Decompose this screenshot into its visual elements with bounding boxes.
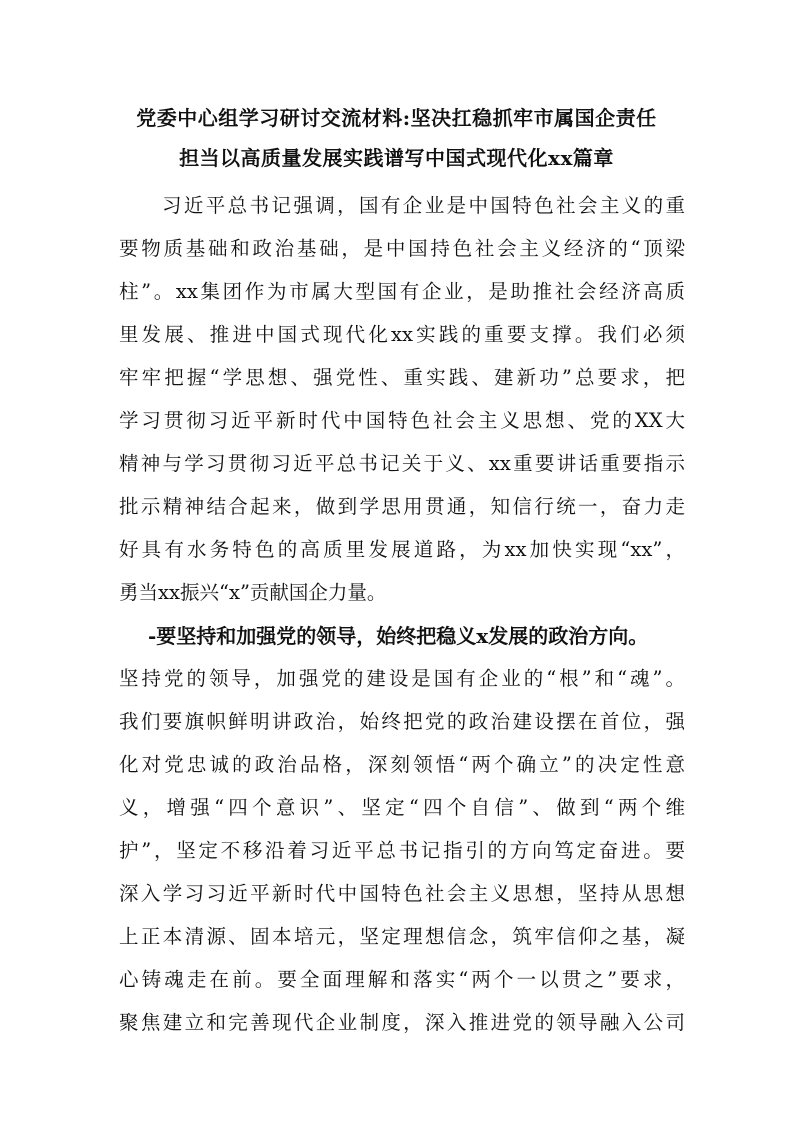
paragraph-2-line: 护”，坚定不移沿着习近平总书记指引的方向笃定奋进。要 <box>119 839 685 862</box>
paragraph-2-line: 我们要旗帜鲜明讲政治，始终把党的政治建设摆在首位，强 <box>119 710 685 733</box>
paragraph-1-line: 牢牢把握“学思想、强党性、重实践、建新功”总要求，把 <box>119 366 685 389</box>
paragraph-1-line: 精神与学习贯彻习近平总书记关于义、xx重要讲话重要指示 <box>119 452 685 475</box>
paragraph-2-line: 化对党忠诚的政治品格，深刻领悟“两个确立”的决定性意 <box>119 753 685 776</box>
paragraph-2-line: 聚焦建立和完善现代企业制度，深入推进党的领导融入公司 <box>119 1011 685 1034</box>
paragraph-1-line: 批示精神结合起来，做到学思用贯通，知信行统一，奋力走 <box>119 495 685 518</box>
paragraph-1-line: 学习贯彻习近平新时代中国特色社会主义思想、党的XX大 <box>119 409 685 432</box>
paragraph-2-line: 深入学习习近平新时代中国特色社会主义思想，坚持从思想 <box>119 882 685 905</box>
paragraph-1-line: 勇当xx振兴“x”贡献国企力量。 <box>119 581 387 604</box>
paragraph-1-line: 柱”。xx集团作为市属大型国有企业，是助推社会经济高质 <box>119 280 685 303</box>
paragraph-2-line: 心铸魂走在前。要全面理解和落实“两个一以贯之”要求， <box>119 968 685 991</box>
document-title-line-2: 担当以高质量发展实践谱写中国式现代化xx篇章 <box>179 146 614 170</box>
paragraph-2-line: 义，增强“四个意识”、坚定“四个自信”、做到“两个维 <box>119 796 685 819</box>
paragraph-2-line: 坚持党的领导，加强党的建设是国有企业的“根”和“魂”。 <box>119 667 685 690</box>
section-heading: -要坚持和加强党的领导，始终把稳义x发展的政治方向。 <box>148 624 649 648</box>
paragraph-1-line: 习近平总书记强调，国有企业是中国特色社会主义的重 <box>162 194 685 217</box>
paragraph-2-line: 上正本清源、固本培元，坚定理想信念，筑牢信仰之基，凝 <box>119 925 685 948</box>
paragraph-1-line: 要物质基础和政治基础，是中国持色社会主义经济的“顶梁 <box>119 237 685 260</box>
document-title-line-1: 党委中心组学习研讨交流材料:坚决扛稳抓牢市属国企责任 <box>136 106 657 130</box>
paragraph-1-line: 里发展、推进中国式现代化xx实践的重要支撑。我们必须 <box>119 323 685 346</box>
paragraph-1-line: 好具有水务特色的高质里发展道路，为xx加快实现“xx”， <box>119 538 685 561</box>
